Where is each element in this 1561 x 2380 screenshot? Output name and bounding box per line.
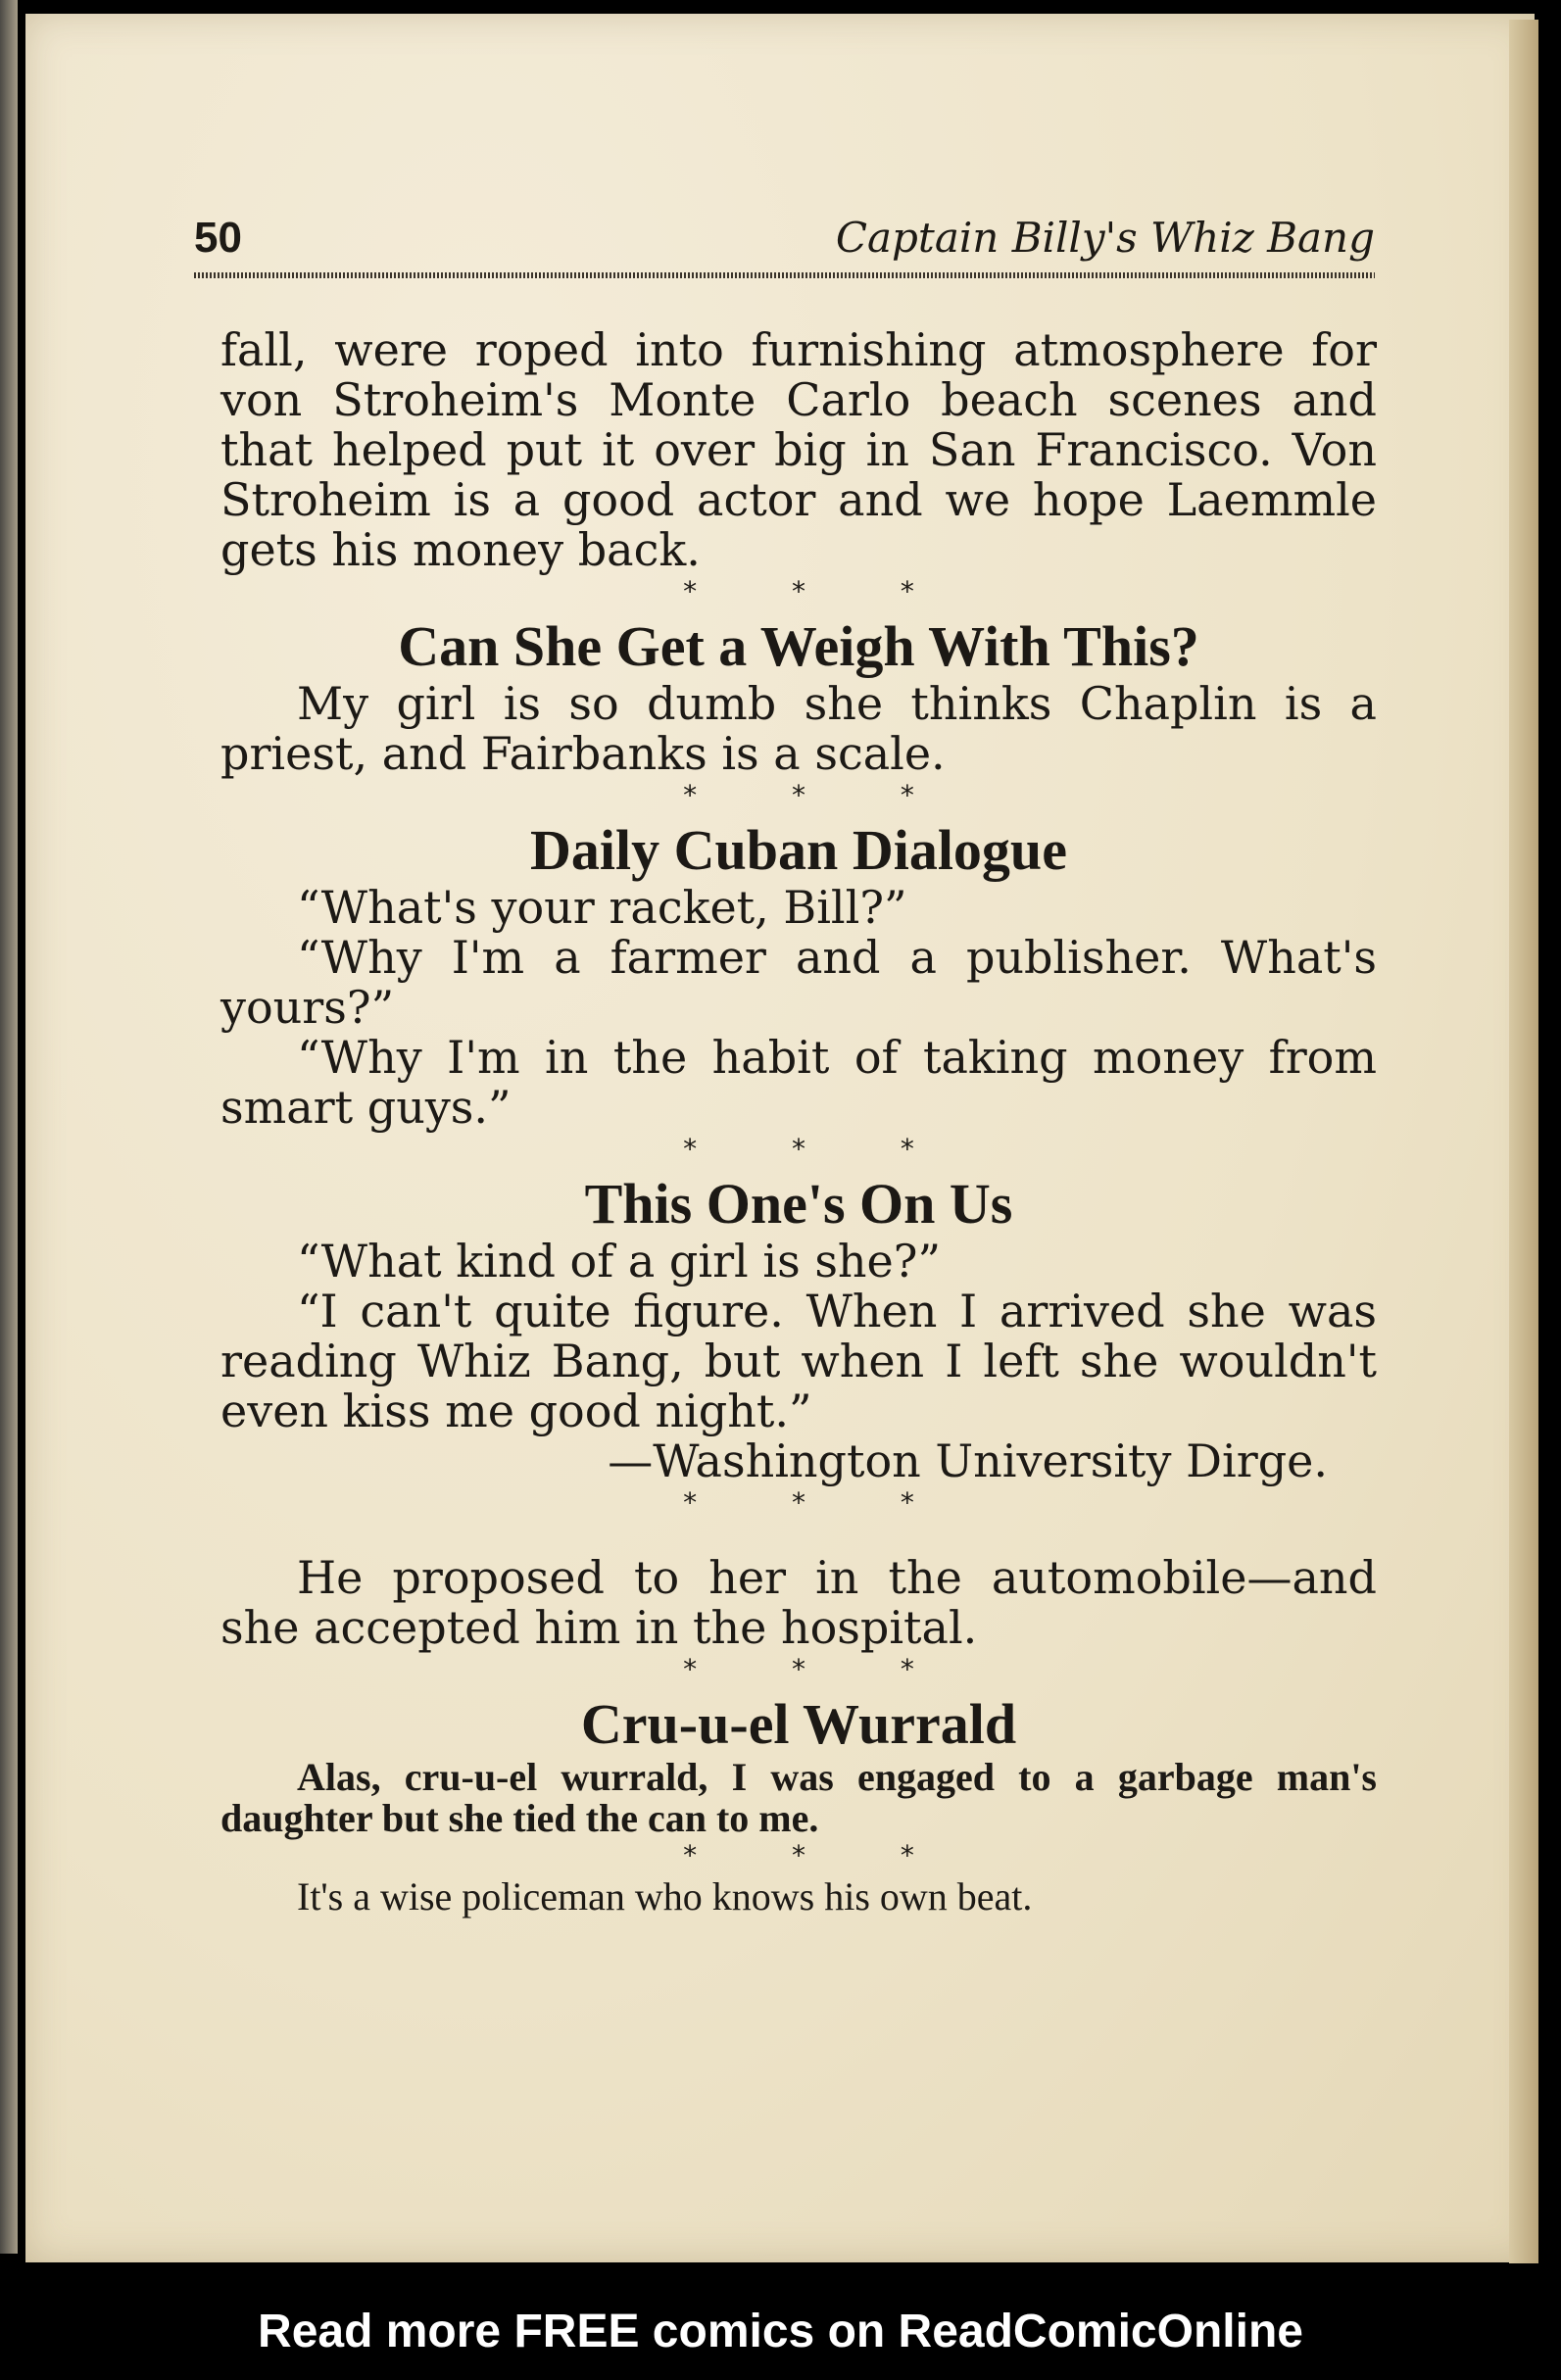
page-right-edge (1509, 20, 1538, 2263)
dialogue-line: “What kind of a girl is she?” (297, 1235, 941, 1287)
running-title: Captain Billy's Whiz Bang (835, 214, 1375, 262)
section-separator: * * * (683, 575, 957, 607)
dialogue-line: “What's your racket, Bill?” (297, 881, 907, 934)
section-separator: * * * (683, 1839, 957, 1871)
joke-text: He proposed to her in the automobile—and she accepted him in the hospital. (220, 1551, 1377, 1654)
section-separator: * * * (683, 1653, 957, 1685)
dialogue-line: “I can't quite figure. When I arrived she was reading Whiz Bang, but when I left she wouldn't even kiss me good night.” (220, 1285, 1377, 1437)
dialogue-line: “Why I'm in the habit of taking money from smart guys.” (220, 1031, 1377, 1134)
intro-paragraph: fall, were roped into furnishing atmosphere for von Stroheim's Monte Carlo beach scenes and that helped put it over big in San Francisco. Von Stroheim is a good actor and we hope Laemmle gets his money back. (220, 323, 1377, 576)
section-heading: Can She Get a Weigh With This? (398, 614, 1199, 678)
site-banner[interactable]: Read more FREE comics on ReadComicOnline (0, 2283, 1561, 2380)
page-body (220, 325, 1377, 1918)
joke-text: Alas, cru-u-el wurrald, I was engaged to a garbage man's daughter but she tied the can to me. (220, 1755, 1377, 1840)
section-heading: This One's On Us (584, 1172, 1013, 1236)
section-heading: Daily Cuban Dialogue (530, 818, 1067, 882)
dialogue-line: “Why I'm a farmer and a publisher. What's yours?” (220, 931, 1377, 1034)
joke-text: My girl is so dumb she thinks Chaplin is a priest, and Fairbanks is a scale. (220, 677, 1377, 780)
section-heading: Cru-u-el Wurrald (580, 1692, 1017, 1756)
joke-text: It's a wise policeman who knows his own beat. (297, 1874, 1033, 1919)
page-binding-edge (0, 0, 18, 2254)
header-rule (194, 272, 1375, 278)
section-separator: * * * (683, 1486, 957, 1519)
section-separator: * * * (683, 779, 957, 811)
section-separator: * * * (683, 1133, 957, 1165)
page-header (194, 214, 1375, 268)
page-number: 50 (194, 214, 242, 262)
attribution: —Washington University Dirge. (608, 1434, 1328, 1487)
